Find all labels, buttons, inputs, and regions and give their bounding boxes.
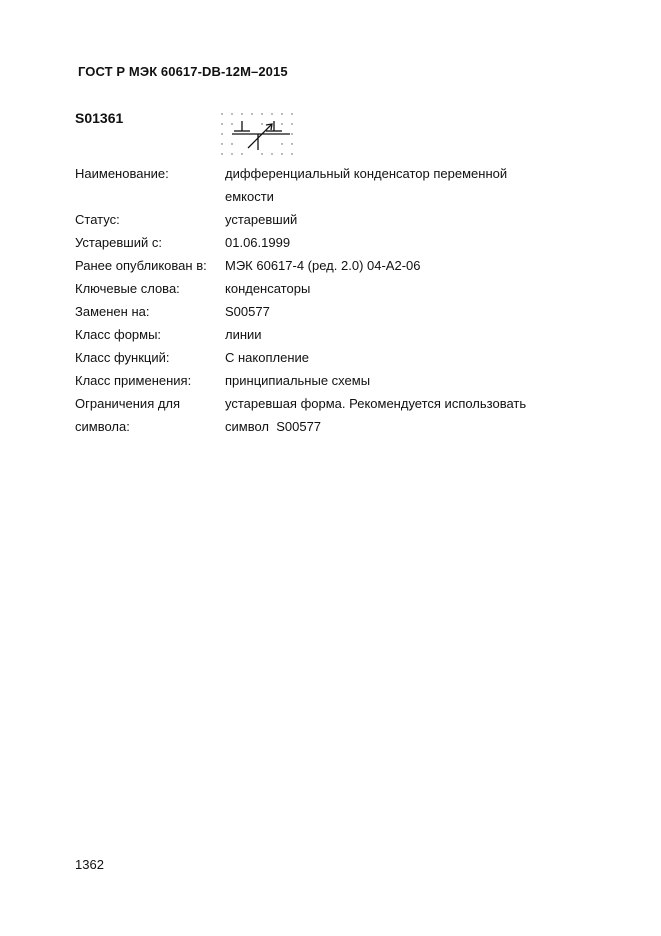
property-value: конденсаторы (225, 281, 311, 296)
property-row (75, 369, 575, 392)
property-row (75, 162, 575, 208)
symbol-code: S01361 (75, 110, 124, 126)
property-value: МЭК 60617-4 (ред. 2.0) 04-A2-06 (225, 258, 421, 273)
property-label: Заменен на: (75, 304, 150, 319)
property-value: устаревший (225, 212, 298, 227)
property-row (75, 254, 575, 277)
property-label: Статус: (75, 212, 120, 227)
symbol-properties (75, 162, 575, 438)
property-value: дифференциальный конденсатор переменной емкости (225, 166, 508, 204)
property-label: Устаревший с: (75, 235, 162, 250)
property-row (75, 208, 575, 231)
property-label: Класс функций: (75, 350, 170, 365)
differential-variable-capacitor-icon (218, 108, 300, 164)
property-value: устаревшая форма. Рекомендуется использовать символ S00577 (225, 396, 527, 434)
property-row (75, 323, 575, 346)
property-label: Класс формы: (75, 327, 162, 342)
property-value: С накопление (225, 350, 309, 365)
property-row (75, 277, 575, 300)
property-value: S00577 (225, 304, 270, 319)
property-label: Ограничения для символа: (75, 396, 181, 434)
property-row (75, 392, 575, 438)
page-number: 1362 (75, 857, 104, 872)
property-row (75, 346, 575, 369)
document-header: ГОСТ Р МЭК 60617-DB-12M–2015 (78, 64, 288, 79)
property-label: Класс применения: (75, 373, 192, 388)
property-label: Ключевые слова: (75, 281, 180, 296)
property-row (75, 231, 575, 254)
property-row (75, 300, 575, 323)
property-value: 01.06.1999 (225, 235, 291, 250)
property-label: Наименование: (75, 166, 169, 181)
property-value: принципиальные схемы (225, 373, 371, 388)
property-label: Ранее опубликован в: (75, 258, 207, 273)
property-value: линии (225, 327, 262, 342)
